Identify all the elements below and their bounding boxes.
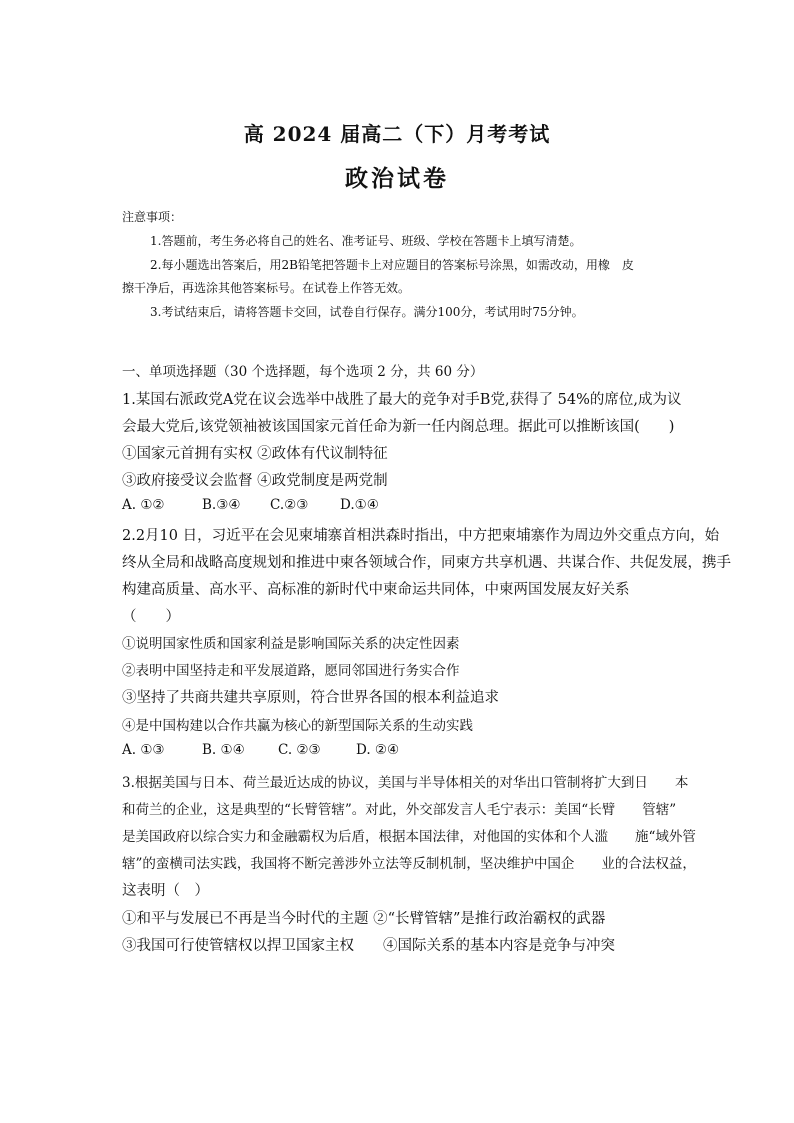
question-2-statement: ④是中国构建以合作共赢为核心的新型国际关系的生动实践 (122, 718, 473, 734)
notice-item: 1.答题前，考生务必将自己的姓名、准考证号、班级、学校在答题卡上填写清楚。 (150, 234, 582, 248)
section-heading: 一、单项选择题（30 个选择题，每个选项 2 分，共 60 分） (122, 364, 484, 380)
question-2-text: 构建高质量、高水平、高标准的新时代中柬命运共同体，中柬两国发展友好关系 (122, 582, 630, 598)
notice-item: 擦干净后，再选涂其他答案标号。在试卷上作答无效。 (122, 281, 411, 295)
answer-option-d: D.①④ (340, 497, 379, 513)
question-1-statement: ③政府接受议会监督 ④政党制度是两党制 (122, 473, 388, 489)
question-2-statement: ①说明国家性质和国家利益是影响国际关系的决定性因素 (122, 636, 460, 652)
answer-option-b: B.③④ (202, 497, 241, 513)
question-2-text: 2.2月10 日，习近平在会见柬埔寨首相洪森时指出，中方把柬埔寨作为周边外交重点方向，始 (122, 528, 720, 544)
notice-heading: 注意事项： (122, 210, 183, 224)
question-2-blank: （ ） (122, 609, 180, 625)
answer-option-a: A. ①② (122, 497, 165, 513)
question-3-text: 是美国政府以综合实力和金融霸权为后盾，根据本国法律，对他国的实体和个人滥 施“域外管 (122, 829, 696, 845)
exam-title: 高 2024 届高二（下）月考考试 (243, 122, 551, 146)
exam-subtitle: 政治试卷 (345, 165, 449, 192)
question-2-statement: ③坚持了共商共建共享原则，符合世界各国的根本利益追求 (122, 690, 499, 706)
question-3-text: 辖”的蛮横司法实践，我国将不断完善涉外立法等反制机制，坚决维护中国企 业的合法权益， (122, 856, 696, 872)
question-3-statement: ③我国可行使管辖权以捍卫国家主权 ④国际关系的基本内容是竞争与冲突 (122, 938, 615, 954)
question-3-text: 3.根据美国与日本、荷兰最近达成的协议，美国与半导体相关的对华出口管制将扩大到日 本 (122, 775, 689, 791)
question-1-answers (122, 497, 379, 513)
question-1-text: 1.某国右派政党A党在议会选举中战胜了最大的竞争对手B党,获得了 54%的席位,成为议 (122, 392, 682, 408)
question-3-text: 和荷兰的企业，这是典型的“长臂管辖”。对此，外交部发言人毛宁表示：美国“长臂 管辖” (122, 802, 677, 818)
question-1-statement: ①国家元首拥有实权 ②政体有代议制特征 (122, 446, 388, 462)
question-2-statement: ②表明中国坚持走和平发展道路，愿同邻国进行务实合作 (122, 663, 460, 679)
question-2-text: 终从全局和战略高度规划和推进中柬各领域合作，同柬方共享机遇、共谋合作、共促发展，携手 (122, 555, 731, 571)
answer-option-a: A. ①③ (122, 742, 165, 758)
question-2-answers (122, 742, 399, 758)
question-1-text: 会最大党后,该党领袖被该国国家元首任命为新一任内阁总理。据此可以推断该国( ) (122, 419, 675, 435)
question-3-text: 这表明（ ） (122, 883, 209, 899)
answer-option-d: D. ②④ (356, 742, 400, 758)
answer-option-b: B. ①④ (202, 742, 245, 758)
question-3-statement: ①和平与发展已不再是当今时代的主题 ②“长臂管辖”是推行政治霸权的武器 (122, 911, 606, 927)
notice-item: 2.每小题选出答案后，用2B铅笔把答题卡上对应题目的答案标号涂黑，如需改动，用橡 皮 (150, 258, 634, 272)
answer-option-c: C.②③ (270, 497, 309, 513)
notice-item: 3.考试结束后，请将答题卡交回，试卷自行保存。满分100分，考试用时75分钟。 (150, 305, 584, 319)
answer-option-c: C. ②③ (278, 742, 321, 758)
